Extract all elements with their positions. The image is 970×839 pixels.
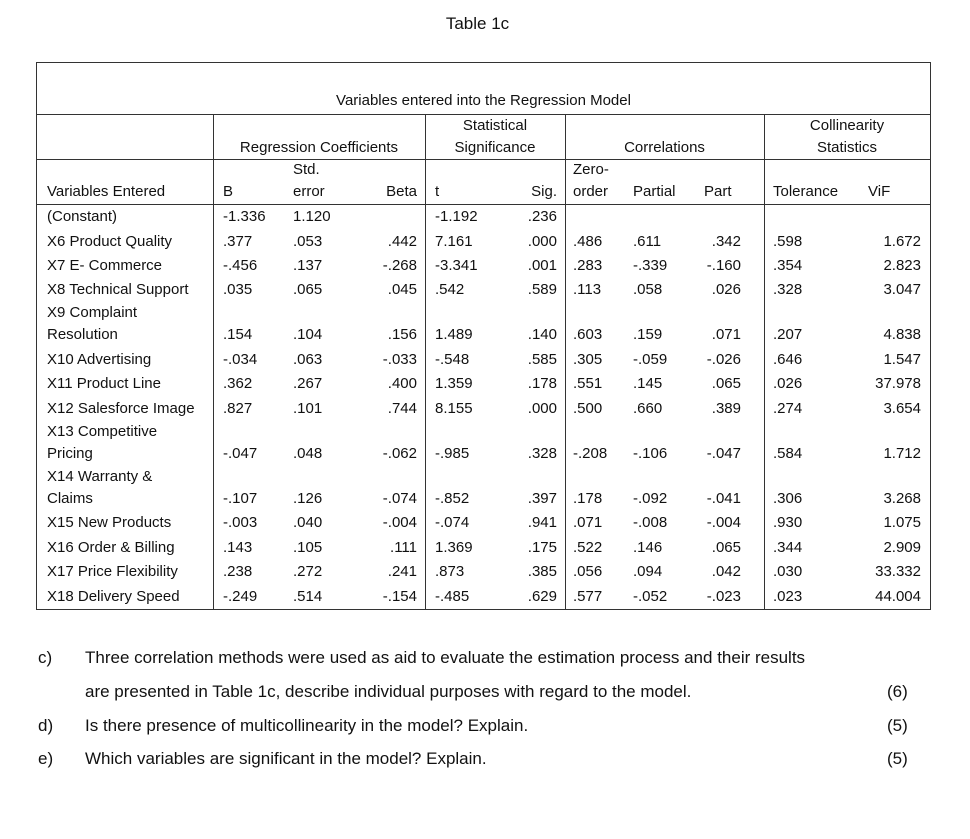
cell-zo: .283	[573, 257, 603, 274]
cell-beta: -.074	[382, 490, 417, 507]
cell-sig: .175	[527, 539, 557, 556]
cell-b: -.003	[223, 514, 258, 531]
variable-name: X11 Product Line	[47, 375, 161, 392]
cell-vif: 1.712	[883, 445, 921, 462]
cell-sig: .000	[527, 233, 557, 250]
variable-name: X13 Competitive	[47, 423, 158, 440]
question-e-line1: Which variables are significant in the model? Explain.	[85, 749, 487, 768]
question-c-marks: (6)	[887, 682, 908, 701]
cell-t: -.074	[435, 514, 470, 531]
cell-zo: .056	[573, 563, 603, 580]
cell-beta: -.062	[382, 445, 417, 462]
cell-zo: .071	[573, 514, 603, 531]
cell-sig: .178	[527, 375, 557, 392]
cell-t: -1.192	[435, 208, 478, 225]
cell-beta: .156	[387, 326, 417, 343]
cell-t: 1.359	[435, 375, 473, 392]
cell-tol: .306	[773, 490, 803, 507]
cell-pa: .159	[633, 326, 663, 343]
col-divider-corr	[764, 114, 765, 609]
rule-under-groups	[37, 159, 930, 160]
variable-name: X7 E- Commerce	[47, 257, 163, 274]
question-d-line1: Is there presence of multicollinearity in the model? Explain.	[85, 716, 529, 735]
cell-sig: .941	[527, 514, 557, 531]
variable-name: X17 Price Flexibility	[47, 563, 178, 580]
cell-sig: .585	[527, 351, 557, 368]
cell-zo: .522	[573, 539, 603, 556]
question-e-label: e)	[38, 749, 54, 768]
header-vif: ViF	[868, 183, 891, 200]
variable-name: (Constant)	[47, 208, 118, 225]
cell-se: .267	[293, 375, 323, 392]
group-statistics: Statistics	[816, 139, 877, 156]
cell-zo: -.208	[573, 445, 608, 462]
group-significance: Significance	[454, 139, 536, 156]
cell-b: .377	[223, 233, 253, 250]
cell-t: -.852	[435, 490, 470, 507]
header-b: B	[223, 183, 234, 200]
variable-name: X15 New Products	[47, 514, 172, 531]
cell-beta: .241	[387, 563, 417, 580]
cell-pt: -.026	[706, 351, 741, 368]
cell-pa: .094	[633, 563, 663, 580]
cell-pt: .065	[711, 375, 741, 392]
cell-zo: .305	[573, 351, 603, 368]
cell-zo: .577	[573, 588, 603, 605]
cell-beta: .045	[387, 281, 417, 298]
cell-pa: -.339	[633, 257, 668, 274]
cell-b: -.034	[223, 351, 258, 368]
cell-b: -.249	[223, 588, 258, 605]
cell-t: 8.155	[435, 400, 473, 417]
variable-name: X18 Delivery Speed	[47, 588, 180, 605]
cell-pa: -.106	[633, 445, 668, 462]
variable-name-cont: Resolution	[47, 326, 118, 343]
cell-beta: .400	[387, 375, 417, 392]
variable-name: X9 Complaint	[47, 304, 138, 321]
cell-vif: 33.332	[875, 563, 921, 580]
variable-name: X16 Order & Billing	[47, 539, 175, 556]
cell-pa: -.008	[633, 514, 668, 531]
cell-b: .035	[223, 281, 253, 298]
cell-tol: .207	[773, 326, 803, 343]
cell-zo: .113	[573, 281, 602, 298]
cell-pt: -.004	[706, 514, 741, 531]
variable-name: X6 Product Quality	[47, 233, 173, 250]
cell-tol: .026	[773, 375, 803, 392]
header-beta: Beta	[386, 183, 417, 200]
cell-se: .272	[293, 563, 323, 580]
rule-under-title	[37, 114, 930, 115]
cell-t: 1.369	[435, 539, 473, 556]
cell-beta: .442	[387, 233, 417, 250]
cell-beta: -.268	[382, 257, 417, 274]
cell-sig: .236	[527, 208, 557, 225]
cell-se: .104	[293, 326, 323, 343]
cell-tol: .344	[773, 539, 803, 556]
cell-vif: 37.978	[875, 375, 921, 392]
regression-table	[36, 62, 931, 610]
header-zero: Zero-	[573, 161, 609, 178]
cell-t: .873	[435, 563, 465, 580]
cell-zo: .551	[573, 375, 603, 392]
cell-sig: .629	[527, 588, 557, 605]
cell-b: .154	[223, 326, 253, 343]
cell-tol: .354	[773, 257, 803, 274]
table-title: Variables entered into the Regression Model	[336, 92, 631, 109]
cell-t: -3.341	[435, 257, 478, 274]
cell-b: .362	[223, 375, 253, 392]
group-regression-coefficients: Regression Coefficients	[239, 139, 399, 156]
cell-t: -.985	[435, 445, 470, 462]
cell-pt: -.041	[706, 490, 741, 507]
header-variables: Variables Entered	[47, 183, 166, 200]
header-error: error	[293, 183, 325, 200]
cell-sig: .001	[527, 257, 557, 274]
variable-name: X14 Warranty &	[47, 468, 153, 485]
cell-sig: .397	[527, 490, 557, 507]
cell-b: -.456	[223, 257, 258, 274]
question-c-line2: are presented in Table 1c, describe individual purposes with regard to the model.	[85, 682, 692, 701]
cell-t: -.548	[435, 351, 470, 368]
cell-sig: .328	[527, 445, 557, 462]
cell-tol: .023	[773, 588, 803, 605]
question-c-line1: Three correlation methods were used as aid to evaluate the estimation process and their results	[85, 648, 806, 667]
header-order: order	[573, 183, 609, 200]
cell-vif: 3.047	[883, 281, 921, 298]
question-d-marks: (5)	[887, 716, 908, 735]
cell-sig: .000	[527, 400, 557, 417]
col-divider-vars	[213, 114, 214, 609]
cell-pt: -.023	[706, 588, 741, 605]
cell-se: .040	[293, 514, 323, 531]
question-d-label: d)	[38, 716, 54, 735]
cell-sig: .589	[527, 281, 557, 298]
cell-b: .143	[223, 539, 253, 556]
cell-pa: .058	[633, 281, 663, 298]
cell-vif: 2.823	[883, 257, 921, 274]
cell-tol: .328	[773, 281, 803, 298]
cell-tol: .030	[773, 563, 803, 580]
col-divider-sig	[565, 114, 566, 609]
cell-zo: .486	[573, 233, 603, 250]
cell-vif: 44.004	[875, 588, 921, 605]
cell-pt: .065	[711, 539, 741, 556]
group-collinearity: Collinearity	[809, 117, 885, 134]
cell-pt: -.160	[706, 257, 741, 274]
cell-beta: -.033	[382, 351, 417, 368]
cell-pt: -.047	[706, 445, 741, 462]
table-caption: Table 1c	[445, 14, 510, 33]
header-part: Part	[704, 183, 732, 200]
cell-tol: .646	[773, 351, 803, 368]
header-partial: Partial	[633, 183, 676, 200]
cell-vif: 3.654	[883, 400, 921, 417]
cell-vif: 4.838	[883, 326, 921, 343]
group-statistical: Statistical	[462, 117, 528, 134]
cell-se: .126	[293, 490, 323, 507]
cell-se: .048	[293, 445, 323, 462]
cell-tol: .584	[773, 445, 803, 462]
cell-vif: 1.672	[883, 233, 921, 250]
cell-t: 1.489	[435, 326, 473, 343]
cell-b: -.047	[223, 445, 258, 462]
cell-se: .063	[293, 351, 323, 368]
cell-zo: .500	[573, 400, 603, 417]
cell-tol: .598	[773, 233, 803, 250]
cell-se: .053	[293, 233, 323, 250]
cell-b: .827	[223, 400, 253, 417]
cell-vif: 2.909	[883, 539, 921, 556]
cell-pa: .145	[633, 375, 663, 392]
variable-name: X10 Advertising	[47, 351, 152, 368]
cell-se: .137	[293, 257, 323, 274]
cell-b: .238	[223, 563, 253, 580]
question-c-label: c)	[38, 648, 53, 667]
cell-t: .542	[435, 281, 465, 298]
cell-zo: .178	[573, 490, 603, 507]
col-divider-reg	[425, 114, 426, 609]
cell-se: .105	[293, 539, 323, 556]
cell-beta: -.154	[382, 588, 417, 605]
header-std: Std.	[293, 161, 320, 178]
cell-pt: .342	[711, 233, 741, 250]
cell-vif: 1.075	[883, 514, 921, 531]
cell-pa: .611	[633, 233, 662, 250]
cell-tol: .274	[773, 400, 803, 417]
cell-vif: 1.547	[883, 351, 921, 368]
cell-sig: .385	[527, 563, 557, 580]
cell-beta: .111	[390, 539, 417, 556]
variable-name-cont: Claims	[47, 490, 93, 507]
cell-zo: .603	[573, 326, 603, 343]
cell-beta: .744	[387, 400, 417, 417]
variable-name-cont: Pricing	[47, 445, 93, 462]
cell-pt: .026	[711, 281, 741, 298]
variable-name: X12 Salesforce Image	[47, 400, 195, 417]
cell-pa: -.092	[633, 490, 668, 507]
cell-t: -.485	[435, 588, 470, 605]
cell-se: 1.120	[293, 208, 331, 225]
header-tolerance: Tolerance	[773, 183, 839, 200]
cell-pa: -.052	[633, 588, 668, 605]
variable-name: X8 Technical Support	[47, 281, 189, 298]
cell-pa: .660	[633, 400, 663, 417]
cell-beta: -.004	[382, 514, 417, 531]
rule-under-headers	[37, 204, 930, 205]
cell-pt: .389	[711, 400, 741, 417]
cell-tol: .930	[773, 514, 803, 531]
cell-se: .101	[293, 400, 323, 417]
cell-pa: .146	[633, 539, 663, 556]
cell-pt: .071	[711, 326, 741, 343]
header-t: t	[435, 183, 440, 200]
cell-sig: .140	[527, 326, 557, 343]
cell-b: -.107	[223, 490, 258, 507]
cell-vif: 3.268	[883, 490, 921, 507]
header-sig: Sig.	[531, 183, 557, 200]
group-correlations: Correlations	[624, 139, 705, 156]
cell-b: -1.336	[223, 208, 266, 225]
cell-se: .065	[293, 281, 323, 298]
cell-t: 7.161	[435, 233, 473, 250]
cell-pa: -.059	[633, 351, 668, 368]
cell-se: .514	[293, 588, 323, 605]
cell-pt: .042	[711, 563, 741, 580]
question-e-marks: (5)	[887, 749, 908, 768]
